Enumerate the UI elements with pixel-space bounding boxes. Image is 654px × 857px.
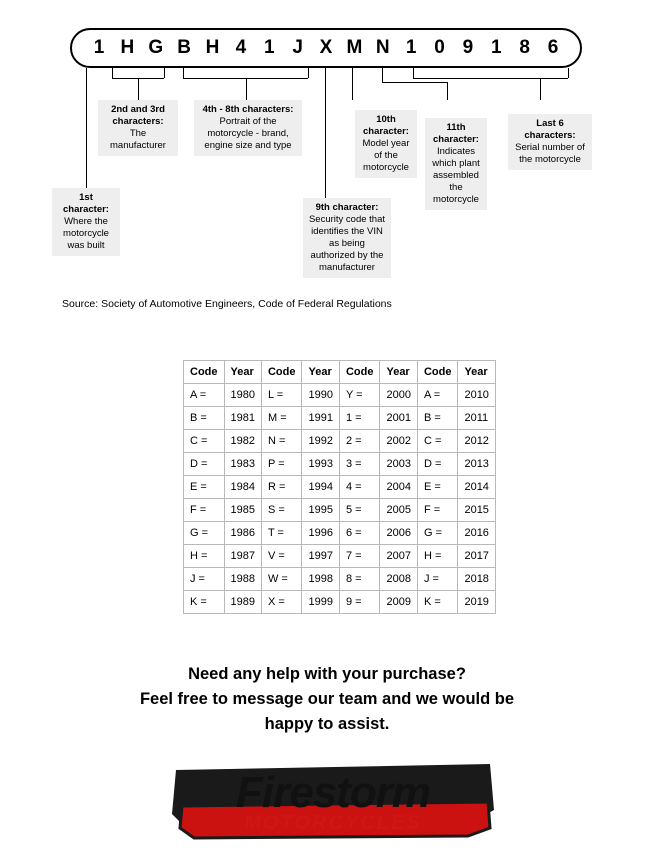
code-cell: Y =: [339, 384, 380, 407]
code-cell: X =: [261, 591, 302, 614]
year-cell: 1985: [224, 499, 261, 522]
code-cell: E =: [184, 476, 225, 499]
code-cell: T =: [261, 522, 302, 545]
year-cell: 2000: [380, 384, 417, 407]
column-header: Code: [339, 361, 380, 384]
vin-character: 1: [405, 37, 417, 58]
code-cell: F =: [417, 499, 458, 522]
code-cell: 9 =: [339, 591, 380, 614]
leader-line: [246, 78, 247, 100]
code-cell: 1 =: [339, 407, 380, 430]
code-cell: A =: [184, 384, 225, 407]
year-cell: 2004: [380, 476, 417, 499]
callout-body: Indicates which plant assembled the motorcycle: [432, 146, 480, 205]
firestorm-motorcycles-logo: [168, 762, 498, 842]
year-cell: 2011: [458, 407, 495, 430]
callout-title: 10th character:: [363, 114, 409, 137]
column-header: Year: [302, 361, 339, 384]
leader-line: [86, 68, 87, 88]
code-cell: G =: [184, 522, 225, 545]
callout-title: 2nd and 3rd characters:: [111, 104, 165, 127]
year-cell: 1999: [302, 591, 339, 614]
callout-tenth-character: [355, 110, 417, 178]
year-cell: 1991: [302, 407, 339, 430]
vin-character: 9: [462, 37, 474, 58]
year-cell: 1994: [302, 476, 339, 499]
year-cell: 2001: [380, 407, 417, 430]
year-cell: 2010: [458, 384, 495, 407]
year-cell: 2003: [380, 453, 417, 476]
callout-body: Portrait of the motorcycle - brand, engine size and type: [204, 116, 292, 151]
table-row: [184, 522, 496, 545]
callout-body: The manufacturer: [110, 128, 166, 151]
column-header: Code: [184, 361, 225, 384]
code-cell: P =: [261, 453, 302, 476]
year-cell: 1997: [302, 545, 339, 568]
year-code-table: [183, 360, 496, 614]
vin-character: 8: [519, 37, 530, 58]
bracket-line: [112, 68, 113, 78]
code-cell: D =: [417, 453, 458, 476]
year-cell: 1987: [224, 545, 261, 568]
code-cell: M =: [261, 407, 302, 430]
code-cell: B =: [184, 407, 225, 430]
callout-title: 4th - 8th characters:: [202, 104, 294, 115]
callout-body: Model year of the motorcycle: [362, 138, 410, 173]
leader-line: [540, 78, 541, 100]
vin-character: H: [205, 37, 220, 58]
table-row: [184, 568, 496, 591]
code-cell: 3 =: [339, 453, 380, 476]
leader-line: [86, 88, 87, 188]
leader-line: [138, 78, 139, 100]
bracket-line: [308, 68, 309, 78]
code-cell: W =: [261, 568, 302, 591]
leader-line: [447, 82, 448, 100]
vin-character: 6: [547, 37, 559, 58]
vin-character: G: [148, 37, 164, 58]
year-cell: 2012: [458, 430, 495, 453]
year-cell: 1980: [224, 384, 261, 407]
bracket-line: [568, 68, 569, 78]
vin-character: 1: [263, 37, 275, 58]
vin-character: J: [292, 37, 303, 58]
help-line-1: Need any help with your purchase?: [188, 665, 466, 683]
year-cell: 2019: [458, 591, 495, 614]
year-cell: 1995: [302, 499, 339, 522]
year-cell: 1983: [224, 453, 261, 476]
callout-body: Where the motorcycle was built: [63, 216, 109, 251]
vin-character: X: [319, 37, 333, 58]
column-header: Year: [380, 361, 417, 384]
callout-title: Last 6 characters:: [524, 118, 576, 141]
callout-title: 9th character:: [315, 202, 379, 213]
year-cell: 2007: [380, 545, 417, 568]
vin-character: H: [120, 37, 135, 58]
vin-character: M: [346, 37, 363, 58]
year-cell: 2002: [380, 430, 417, 453]
code-cell: F =: [184, 499, 225, 522]
callout-second-third-characters: [98, 100, 178, 156]
table-row: [184, 453, 496, 476]
code-cell: K =: [184, 591, 225, 614]
column-header: Year: [458, 361, 495, 384]
year-cell: 2017: [458, 545, 495, 568]
code-cell: C =: [184, 430, 225, 453]
code-cell: 6 =: [339, 522, 380, 545]
help-line-3: happy to assist.: [264, 715, 390, 733]
column-header: Code: [417, 361, 458, 384]
vin-character: 0: [434, 37, 445, 58]
year-cell: 2006: [380, 522, 417, 545]
year-cell: 1992: [302, 430, 339, 453]
column-header: Code: [261, 361, 302, 384]
code-cell: C =: [417, 430, 458, 453]
callout-title: 1st character:: [63, 192, 109, 215]
year-cell: 1982: [224, 430, 261, 453]
bracket-line: [413, 78, 568, 79]
code-cell: E =: [417, 476, 458, 499]
year-cell: 2016: [458, 522, 495, 545]
callout-first-character: [52, 188, 120, 256]
code-cell: V =: [261, 545, 302, 568]
vin-character: B: [177, 37, 191, 58]
year-cell: 1996: [302, 522, 339, 545]
code-cell: 4 =: [339, 476, 380, 499]
code-cell: S =: [261, 499, 302, 522]
callout-ninth-character: [303, 198, 391, 278]
vin-diagram: [0, 0, 654, 310]
logo-subtext: MOTORCYCLES: [244, 812, 422, 834]
table-row: [184, 476, 496, 499]
code-cell: 5 =: [339, 499, 380, 522]
year-cell: 2013: [458, 453, 495, 476]
table-header-row: [184, 361, 496, 384]
leader-line: [382, 68, 383, 82]
callout-eleventh-character: [425, 118, 487, 210]
table-row: [184, 384, 496, 407]
code-cell: 7 =: [339, 545, 380, 568]
callout-body: Serial number of the motorcycle: [515, 142, 585, 165]
code-cell: H =: [184, 545, 225, 568]
code-cell: 2 =: [339, 430, 380, 453]
bracket-line: [164, 68, 165, 78]
bracket-line: [413, 68, 414, 78]
vin-number-box: [70, 28, 582, 68]
year-cell: 2008: [380, 568, 417, 591]
year-cell: 2009: [380, 591, 417, 614]
vin-character: 1: [490, 37, 502, 58]
table-row: [184, 499, 496, 522]
year-cell: 1989: [224, 591, 261, 614]
table-row: [184, 545, 496, 568]
code-cell: J =: [184, 568, 225, 591]
help-line-2: Feel free to message our team and we would be: [139, 690, 515, 708]
leader-line: [382, 82, 447, 83]
code-cell: K =: [417, 591, 458, 614]
year-cell: 1984: [224, 476, 261, 499]
code-cell: R =: [261, 476, 302, 499]
code-cell: N =: [261, 430, 302, 453]
column-header: Year: [224, 361, 261, 384]
help-message: [0, 662, 654, 737]
callout-body: Security code that identifies the VIN as being authorized by the manufacturer: [308, 214, 386, 273]
code-cell: A =: [417, 384, 458, 407]
code-cell: L =: [261, 384, 302, 407]
bracket-line: [183, 68, 184, 78]
callout-last-six-characters: [508, 114, 592, 170]
code-cell: D =: [184, 453, 225, 476]
year-cell: 2018: [458, 568, 495, 591]
table-row: [184, 407, 496, 430]
logo-wordmark: Firestorm: [236, 768, 430, 817]
leader-line: [352, 68, 353, 100]
year-cell: 2005: [380, 499, 417, 522]
table-row: [184, 591, 496, 614]
leader-line: [325, 68, 326, 198]
code-cell: 8 =: [339, 568, 380, 591]
year-cell: 1988: [224, 568, 261, 591]
code-cell: G =: [417, 522, 458, 545]
code-cell: B =: [417, 407, 458, 430]
year-cell: 1986: [224, 522, 261, 545]
callout-fourth-eighth-characters: [194, 100, 302, 156]
code-cell: J =: [417, 568, 458, 591]
table-row: [184, 430, 496, 453]
vin-character: 4: [235, 37, 247, 58]
code-cell: H =: [417, 545, 458, 568]
year-cell: 1981: [224, 407, 261, 430]
callout-title: 11th character:: [433, 122, 479, 145]
source-note: Source: Society of Automotive Engineers, Code of Federal Regulations: [62, 298, 392, 310]
year-cell: 2014: [458, 476, 495, 499]
vin-character: N: [375, 37, 390, 58]
year-cell: 1993: [302, 453, 339, 476]
year-cell: 2015: [458, 499, 495, 522]
year-cell: 1998: [302, 568, 339, 591]
vin-character: 1: [93, 37, 105, 58]
year-cell: 1990: [302, 384, 339, 407]
